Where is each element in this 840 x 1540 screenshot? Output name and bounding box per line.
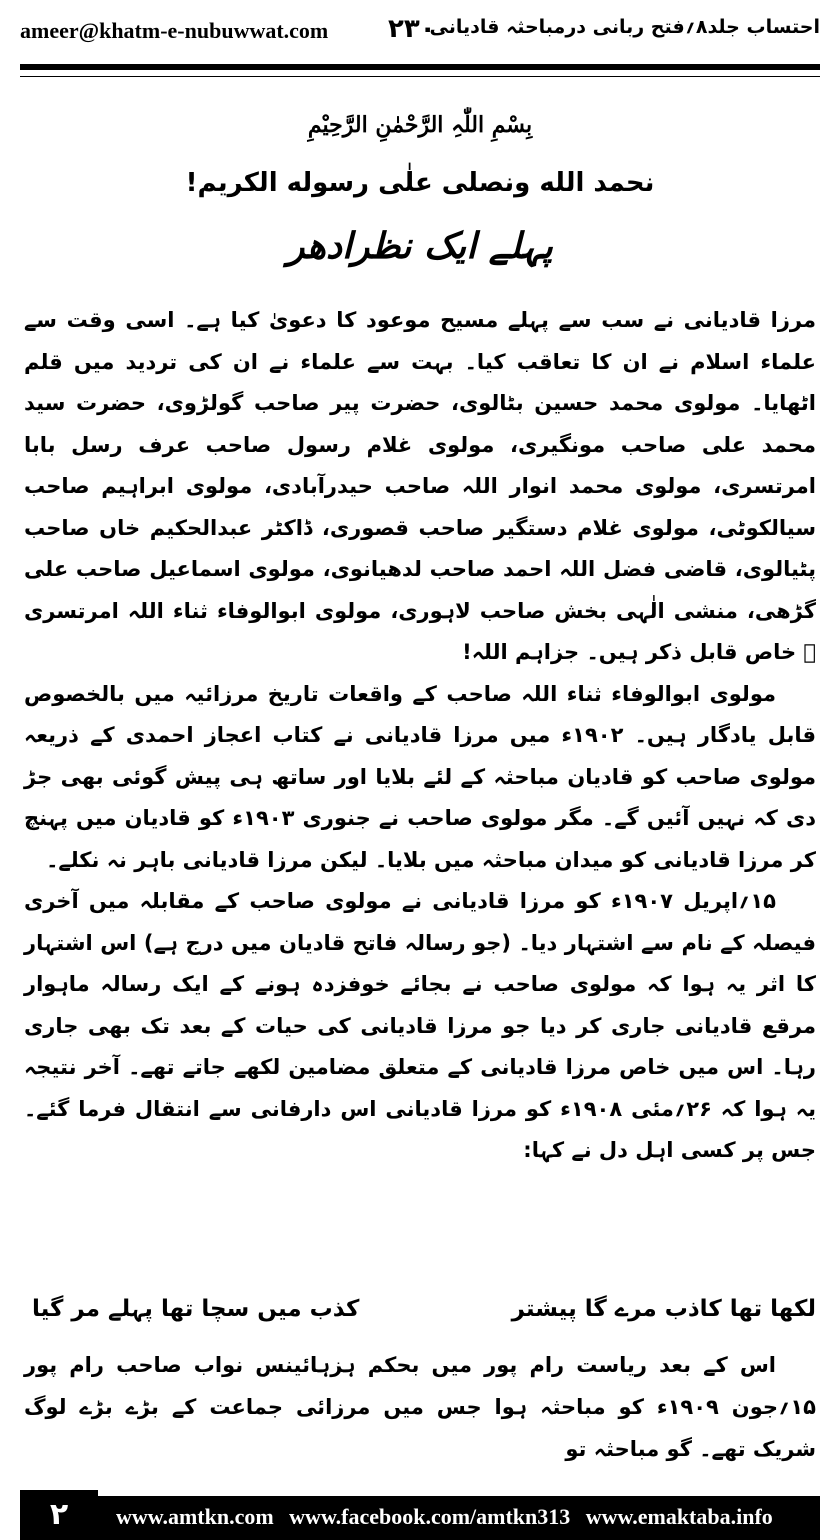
verse-hemistich-1: لکھا تھا کاذب مرے گا پیشتر	[511, 1296, 816, 1322]
header-thin-rule	[20, 76, 820, 77]
header-email: ameer@khatm-e-nubuwwat.com	[20, 18, 329, 43]
closing-body	[24, 1344, 816, 1470]
closing-paragraph: اس کے بعد ریاست رام پور میں بحکم ہزہائینس نواب صاحب رام پور ۱۵؍جون ۱۹۰۹ء کو مباحثہ ہوا جس میں مرزائی جماعت کے بڑے بڑے لوگ شریک تھے۔ گو مباحثہ تو	[24, 1353, 816, 1461]
page-footer	[20, 1496, 820, 1540]
paragraph-3: ۱۵؍اپریل ۱۹۰۷ء کو مرزا قادیانی نے مولوی صاحب کے مقابلہ میں آخری فیصلہ کے نام سے اشتہار دیا۔ (جو رسالہ فاتح قادیان میں درج ہے) اس اشتہار کا اثر یہ ہوا کہ مولوی صاحب نے بجائے خوفزدہ ہونے کے ایک رسالہ ماہوار مرقع قادیانی جاری کر دیا جو مرزا قادیانی کی حیات کے بعد تک بھی جاری رہا۔ اس میں خاص مرزا قادیانی کے متعلق مضامین لکھے جاتے تھے۔ آخر نتیجہ یہ ہوا کہ ۲۶؍مئی ۱۹۰۸ء کو مرزا قادیانی اس دارفانی سے انتقال فرما گئے۔ جس پر کسی اہل دل نے کہا:	[24, 889, 817, 1162]
verse-hemistich-2: کذب میں سچا تھا پہلے مر گیا	[32, 1296, 360, 1322]
header-thick-rule	[20, 64, 820, 70]
footer-links	[116, 1504, 820, 1530]
paragraph-2: مولوی ابوالوفاء ثناء اللہ صاحب کے واقعات تاریخ مرزائیہ میں بالخصوص قابل یادگار ہیں۔ ۱۹۰۲ء میں مرزا قادیانی نے کتاب اعجاز احمدی کے ذریعہ مولوی صاحب کو قادیان مباحثہ کے لئے بلایا اور ساتھ ہی پیش گوئی بھی جڑ دی کہ نہیں آئیں گے۔ مگر مولوی صاحب نے جنوری ۱۹۰۳ء کو قادیان میں پہنچ کر مرزا قادیانی کو میدان مباحثہ میں بلایا۔ لیکن مرزا قادیانی باہر نہ نکلے۔	[24, 681, 816, 872]
header-book-title: احتساب جلد۸؍فتح ربانی درمباحثہ قادیانی	[429, 16, 820, 38]
page-header	[20, 14, 820, 50]
footer-page-number: ۲	[20, 1490, 98, 1540]
page-title: پہلے ایک نظرادھر	[287, 226, 553, 267]
bismillah: بِسْمِ اللّٰہِ الرَّحْمٰنِ الرَّحِیْمِ	[307, 112, 533, 138]
footer-link-emaktaba[interactable]: www.emaktaba.info	[585, 1504, 773, 1529]
paragraph-1: مرزا قادیانی نے سب سے پہلے مسیح موعود کا دعویٰ کیا ہے۔ اسی وقت سے علماء اسلام نے ان کا تعاقب کیا۔ بہت سے علماء نے ان کی تردید میں قلم اٹھایا۔ مولوی محمد حسین بٹالوی، حضرت پیر صاحب گولڑوی، حضرت سید محمد علی صاحب مونگیری، مولوی غلام رسول صاحب عرف رسل بابا امرتسری، مولوی محمد انوار اللہ صاحب حیدرآبادی، مولوی ابراہیم صاحب سیالکوٹی، مولوی غلام دستگیر صاحب قصوری، ڈاکٹر عبدالحکیم خاں صاحب پٹیالوی، قاضی فضل اللہ احمد صاحب لدھیانوی، مولوی اسماعیل صاحب علی گڑھی، منشی الٰہی بخش صاحب لاہوری، مولوی ابوالوفاء ثناء اللہ امرتسری ﷫ خاص قابل ذکر ہیں۔ جزاہم اللہ!	[24, 308, 816, 664]
verse-couplet	[24, 1296, 816, 1336]
footer-link-amtkn[interactable]: www.amtkn.com	[116, 1504, 274, 1529]
footer-link-facebook[interactable]: www.facebook.com/amtkn313	[289, 1504, 571, 1529]
header-page-number: ۲۳۰	[388, 14, 436, 44]
subheading: نحمد الله ونصلی علٰی رسوله الکریم!	[185, 168, 655, 198]
article-body	[24, 300, 816, 1172]
